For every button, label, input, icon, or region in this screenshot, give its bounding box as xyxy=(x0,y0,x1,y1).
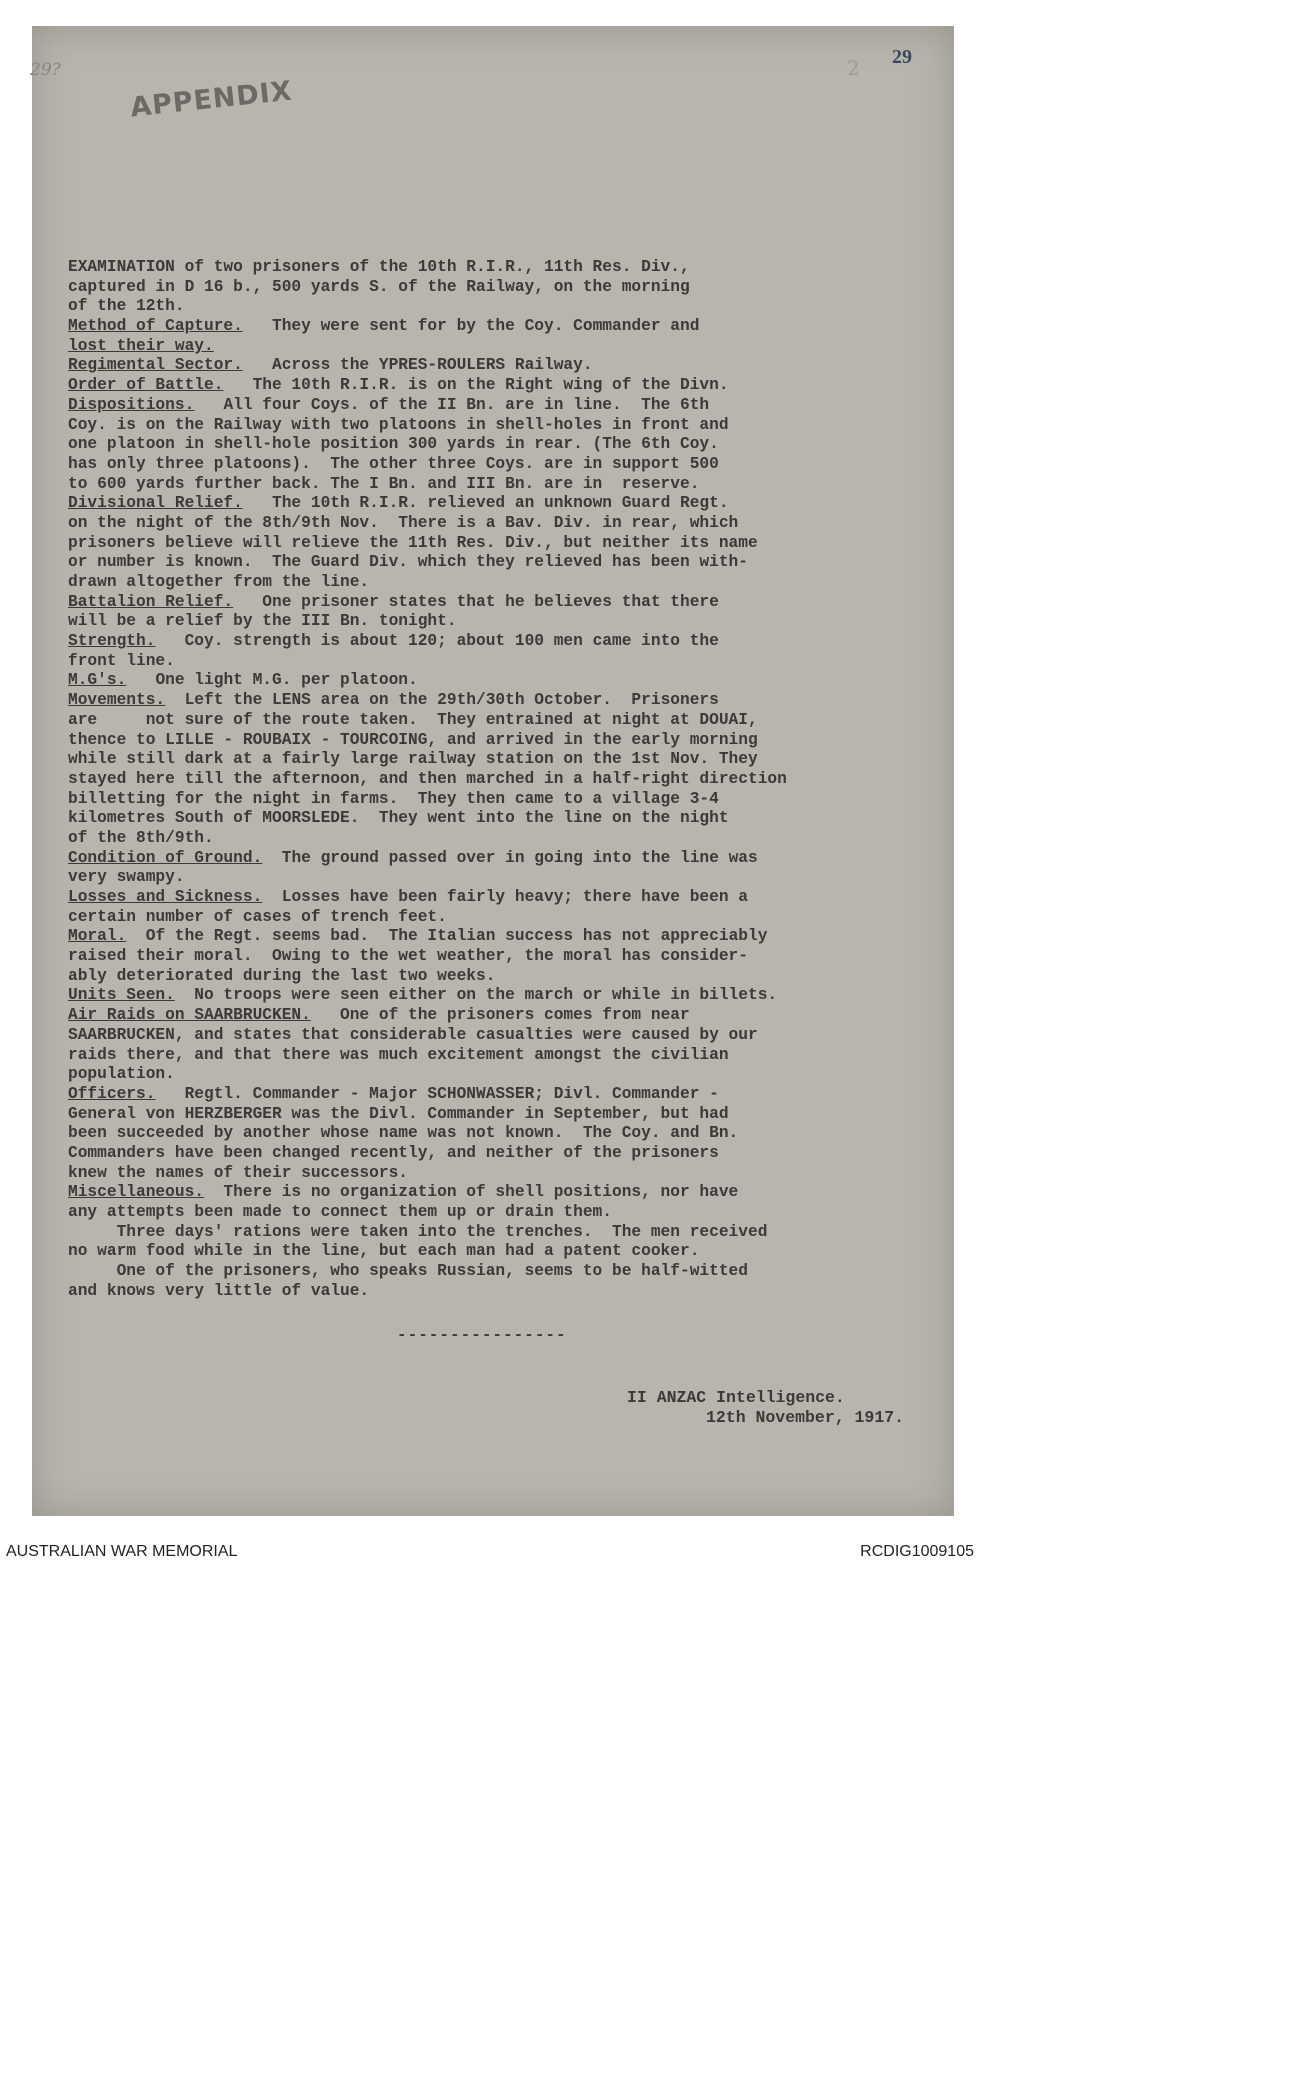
appendix-stamp: APPENDIX xyxy=(128,75,294,124)
report-text: Coy. strength is about 120; about 100 men came into the xyxy=(155,632,719,651)
report-line xyxy=(68,1282,948,1302)
page-number: 29 xyxy=(892,46,912,68)
report-text: population. xyxy=(68,1065,175,1084)
report-text: very swampy. xyxy=(68,868,185,887)
report-text: no warm food while in the line, but each man had a patent cooker. xyxy=(68,1242,700,1261)
report-line xyxy=(68,731,948,751)
report-text: All four Coys. of the II Bn. are in line. The 6th xyxy=(194,395,710,414)
report-line xyxy=(68,297,948,317)
report-text: certain number of cases of trench feet. xyxy=(68,907,447,926)
report-line xyxy=(68,671,948,691)
archive-footer-left: AUSTRALIAN WAR MEMORIAL xyxy=(6,1543,238,1560)
report-text: been succeeded by another whose name was not known. The Coy. and Bn. xyxy=(68,1124,739,1143)
report-text: The ground passed over in going into the line was xyxy=(262,848,758,867)
report-line xyxy=(68,711,948,731)
report-line xyxy=(68,868,948,888)
report-line xyxy=(68,1242,948,1262)
report-line xyxy=(68,337,948,357)
report-line xyxy=(68,986,948,1006)
report-text: Left the LENS area on the 29th/30th October. Prisoners xyxy=(165,691,719,710)
report-line xyxy=(68,1164,948,1184)
report-text: Losses have been fairly heavy; there have been a xyxy=(262,888,749,906)
report-line xyxy=(68,790,948,810)
report-line xyxy=(68,573,948,593)
report-line xyxy=(68,1085,948,1105)
report-text: stayed here till the afternoon, and then marched in a half-right direction xyxy=(68,769,787,788)
section-heading: Dispositions. xyxy=(68,395,195,414)
report-text: SAARBRUCKEN, and states that considerable casualties were caused by our xyxy=(68,1025,758,1044)
report-text: to 600 yards further back. The I Bn. and III Bn. are in reserve. xyxy=(68,474,700,493)
section-heading: Miscellaneous. xyxy=(68,1183,204,1202)
report-line xyxy=(68,1065,948,1085)
report-text: raids there, and that there was much excitement amongst the civilian xyxy=(68,1045,729,1064)
signoff-unit: II ANZAC Intelligence. xyxy=(627,1388,845,1407)
interrogation-report-body xyxy=(68,258,948,1301)
section-heading: Condition of Ground. xyxy=(68,848,263,867)
report-text: Three days' rations were taken into the trenches. The men received xyxy=(68,1222,768,1241)
report-text: of the 8th/9th. xyxy=(68,828,214,847)
report-text: One of the prisoners comes from near xyxy=(310,1006,690,1025)
report-line xyxy=(68,1203,948,1223)
section-heading: Losses and Sickness. xyxy=(68,888,263,906)
report-text: One prisoner states that he believes that there xyxy=(233,592,719,611)
report-line xyxy=(68,849,948,869)
report-text: One light M.G. per platoon. xyxy=(126,671,418,690)
report-line xyxy=(68,888,948,908)
section-heading: Air Raids on SAARBRUCKEN. xyxy=(68,1006,311,1025)
report-line xyxy=(68,632,948,652)
report-line xyxy=(68,1006,948,1026)
report-line xyxy=(68,1144,948,1164)
report-line xyxy=(68,809,948,829)
report-text: knew the names of their successors. xyxy=(68,1163,408,1182)
report-line xyxy=(68,967,948,987)
section-heading: Battalion Relief. xyxy=(68,592,234,611)
report-text: drawn altogether from the line. xyxy=(68,573,370,591)
section-heading: lost their way. xyxy=(68,336,214,355)
report-text: Coy. is on the Railway with two platoons in shell-holes in front and xyxy=(68,415,729,434)
report-line xyxy=(68,278,948,298)
report-text: One of the prisoners, who speaks Russian, seems to be half-witted xyxy=(68,1262,748,1281)
archive-footer-right: RCDIG1009105 xyxy=(860,1543,974,1560)
report-line xyxy=(68,435,948,455)
section-heading: Officers. xyxy=(68,1084,156,1103)
report-text: and knows very little of value. xyxy=(68,1281,370,1300)
report-text: while still dark at a fairly large railway station on the 1st Nov. They xyxy=(68,750,758,769)
report-text: front line. xyxy=(68,651,175,670)
faint-pencil-mark: 2 xyxy=(847,56,860,80)
report-text: captured in D 16 b., 500 yards S. of the Railway, on the morning xyxy=(68,277,690,296)
report-line xyxy=(68,514,948,534)
report-line xyxy=(68,750,948,770)
report-text: will be a relief by the III Bn. tonight. xyxy=(68,612,457,631)
report-line xyxy=(68,475,948,495)
report-line xyxy=(68,829,948,849)
report-line xyxy=(68,1262,948,1282)
report-line xyxy=(68,947,948,967)
report-text: kilometres South of MOORSLEDE. They went into the line on the night xyxy=(68,809,729,828)
report-line xyxy=(68,691,948,711)
report-text: Of the Regt. seems bad. The Italian success has not appreciably xyxy=(126,927,768,946)
section-heading: Units Seen. xyxy=(68,986,175,1005)
report-line xyxy=(68,652,948,672)
report-line xyxy=(68,1223,948,1243)
report-text: They were sent for by the Coy. Commander and xyxy=(242,317,700,336)
report-text: Across the YPRES-ROULERS Railway. xyxy=(242,356,593,375)
report-text: raised their moral. Owing to the wet weather, the moral has consider- xyxy=(68,947,748,966)
report-line xyxy=(68,1183,948,1203)
section-heading: Strength. xyxy=(68,632,156,651)
report-text: Regtl. Commander - Major SCHONWASSER; Divl. Commander - xyxy=(155,1084,719,1103)
report-text: are not sure of the route taken. They entrained at night at DOUAI, xyxy=(68,710,758,729)
report-line xyxy=(68,396,948,416)
document-sheet xyxy=(32,26,954,1516)
report-line xyxy=(68,1046,948,1066)
report-text: The 10th R.I.R. is on the Right wing of the Divn. xyxy=(223,376,729,395)
report-line xyxy=(68,356,948,376)
report-text: prisoners believe will relieve the 11th Res. Div., but neither its name xyxy=(68,533,758,552)
report-line xyxy=(68,1026,948,1046)
report-text: EXAMINATION of two prisoners of the 10th R.I.R., 11th Res. Div., xyxy=(68,258,690,276)
report-text: one platoon in shell-hole position 300 yards in rear. (The 6th Coy. xyxy=(68,435,719,454)
section-heading: Moral. xyxy=(68,927,127,946)
report-text: General von HERZBERGER was the Divl. Commander in September, but had xyxy=(68,1104,729,1123)
report-text: thence to LILLE - ROUBAIX - TOURCOING, and arrived in the early morning xyxy=(68,730,758,749)
report-text: or number is known. The Guard Div. which they relieved has been with- xyxy=(68,553,748,572)
report-text: ably deteriorated during the last two weeks. xyxy=(68,966,496,985)
section-heading: Order of Battle. xyxy=(68,376,224,395)
report-line xyxy=(68,494,948,514)
report-text: Commanders have been changed recently, and neither of the prisoners xyxy=(68,1143,719,1162)
handwritten-page-mark: 29? xyxy=(30,60,61,80)
section-heading: Divisional Relief. xyxy=(68,494,243,513)
report-text: on the night of the 8th/9th Nov. There is a Bav. Div. in rear, which xyxy=(68,513,739,532)
report-line xyxy=(68,927,948,947)
report-line xyxy=(68,908,948,928)
section-heading: Regimental Sector. xyxy=(68,356,243,375)
report-line xyxy=(68,770,948,790)
report-text: has only three platoons). The other three Coys. are in support 500 xyxy=(68,454,719,473)
report-text: No troops were seen either on the march or while in billets. xyxy=(174,986,778,1005)
report-line xyxy=(68,553,948,573)
report-line xyxy=(68,612,948,632)
section-heading: M.G's. xyxy=(68,671,127,690)
report-line xyxy=(68,534,948,554)
report-line xyxy=(68,593,948,613)
report-line xyxy=(68,416,948,436)
separator-line: ---------------- xyxy=(397,1326,567,1344)
signoff-date: 12th November, 1917. xyxy=(706,1408,905,1427)
report-text: of the 12th. xyxy=(68,297,185,316)
report-line xyxy=(68,1105,948,1125)
report-text: billetting for the night in farms. They then came to a village 3-4 xyxy=(68,789,719,808)
report-line xyxy=(68,258,948,278)
report-text: There is no organization of shell positions, nor have xyxy=(204,1183,739,1202)
report-text: The 10th R.I.R. relieved an unknown Guard Regt. xyxy=(242,494,729,513)
report-text: any attempts been made to connect them up or drain them. xyxy=(68,1203,612,1221)
report-line xyxy=(68,1124,948,1144)
section-heading: Movements. xyxy=(68,691,166,710)
report-line xyxy=(68,376,948,396)
report-line xyxy=(68,455,948,475)
section-heading: Method of Capture. xyxy=(68,317,243,336)
report-line xyxy=(68,317,948,337)
